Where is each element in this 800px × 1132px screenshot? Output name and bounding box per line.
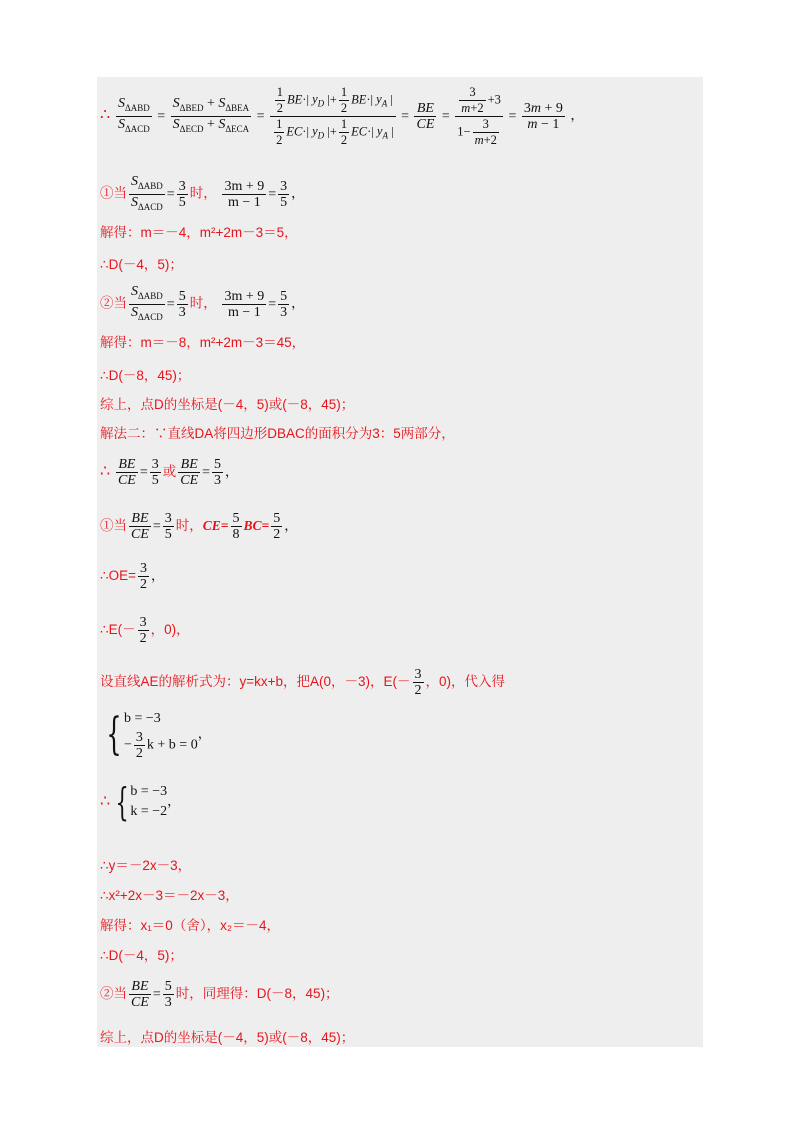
case2-method2: ②当 $\frac{BE}{CE}$ = $\frac{5}{3}$ 时，同理得：D(－8，45)； (100, 979, 339, 1011)
case1-condition: ①当 $\frac{S_{\Delta ABD}}{S_{\Delta ACD}}$ = $\frac{3}{5}$ 时， $\frac{3m + 9}{m - 1}$ = $\frac{3}{5}$ ， (100, 174, 305, 212)
oe-length: ∴OE= $\frac{3}{2}$ ， (100, 561, 165, 593)
fraction-s-abd-acd: $\frac{S_{\Delta ABD}}{S_{\Delta ACD}}$ (117, 96, 150, 134)
solution-2: 解得：m＝－8，m²+2m－3＝45， (100, 335, 306, 350)
solution-3: 解得：x₁＝0（舍），x₂＝－4， (100, 918, 281, 933)
equation-system-2: ∴ { b = −3 k = −2 ， (100, 780, 181, 824)
point-e: ∴E(－ $\frac{3}{2}$ ，0)， (100, 615, 190, 647)
point-d-3: ∴D(－4，5)； (100, 948, 183, 963)
solution-1: 解得：m＝－4，m²+2m－3＝5， (100, 225, 298, 240)
point-d-1: ∴D(－4，5)； (100, 257, 183, 272)
case1-method2: ①当 $\frac{BE}{CE}$ = $\frac{3}{5}$ 时，CE= $\frac{5}{8}$ BC= $\frac{5}{2}$ ， (100, 511, 298, 543)
therefore-symbol: ∴ (100, 106, 111, 124)
fraction-3m9-m1: $\frac{3m + 9}{m - 1}$ (523, 101, 563, 132)
area-ratio-equation: ∴ $\frac{S_{\Delta ABD}}{S_{\Delta ACD}}$ = $\frac{S_{\Delta BED} + S_{\Delta BEA}}{S_{\Delta ECD} + S_{\Delta ECA}}$ = $\frac{1}{2}$ BE·| $y_D$ |+ $\frac{1}{2}$ BE·| $y_A$ | $\frac{1}{2}$ EC·| $y_D$ |+ $\frac{1}{2}$ EC·| $y_A$ | = $\frac{BE}{CE}$ = $\frac{3}{m+2}$ +3 1− $\frac{3}{m+2}$ = $\frac{3m + 9}{m - 1}$ ， (100, 85, 584, 147)
ratio-cases: ∴ $\frac{BE}{CE}$ = $\frac{3}{5}$ 或 $\frac{BE}{CE}$ = $\frac{5}{3}$ ， (100, 457, 239, 489)
fraction-be-ce: $\frac{BE}{CE}$ (416, 101, 435, 132)
line-equation: ∴y＝－2x－3， (100, 858, 192, 873)
fraction-half-products: $\frac{1}{2}$ BE·| $y_D$ |+ $\frac{1}{2}$ BE·| $y_A$ | $\frac{1}{2}$ EC·| $y_D$ |+ $\frac{1}{2}$ EC·| $y_A$ | (270, 85, 396, 148)
point-d-2: ∴D(－8，45)； (100, 368, 191, 383)
summary-2: 综上，点D的坐标是(－4，5)或(－8，45)； (100, 1030, 355, 1045)
fraction-m-expression: $\frac{3}{m+2}$ +3 1− $\frac{3}{m+2}$ (457, 85, 501, 147)
fraction-sum-areas: $\frac{S_{\Delta BED} + S_{\Delta BEA}}{S_{\Delta ECD} + S_{\Delta ECA}}$ (172, 96, 250, 134)
case2-condition: ②当 $\frac{S_{\Delta ABD}}{S_{\Delta ACD}}$ = $\frac{5}{3}$ 时， $\frac{3m + 9}{m - 1}$ = $\frac{5}{3}$ ， (100, 284, 305, 322)
summary-1: 综上，点D的坐标是(－4，5)或(－8，45)； (100, 397, 355, 412)
quadratic-equation: ∴x²+2x－3＝－2x－3， (100, 888, 239, 903)
equation-system-1: { b = −3 − $\frac{3}{2}$ k + b = 0 ， (106, 708, 212, 761)
method-2-heading: 解法二：∵直线DA将四边形DBAC的面积分为3：5两部分， (100, 426, 455, 441)
line-ae-setup: 设直线AE的解析式为：y=kx+b，把A(0，－3)，E(－ $\frac{3}{2}$ ，0)，代入得 (100, 667, 506, 699)
